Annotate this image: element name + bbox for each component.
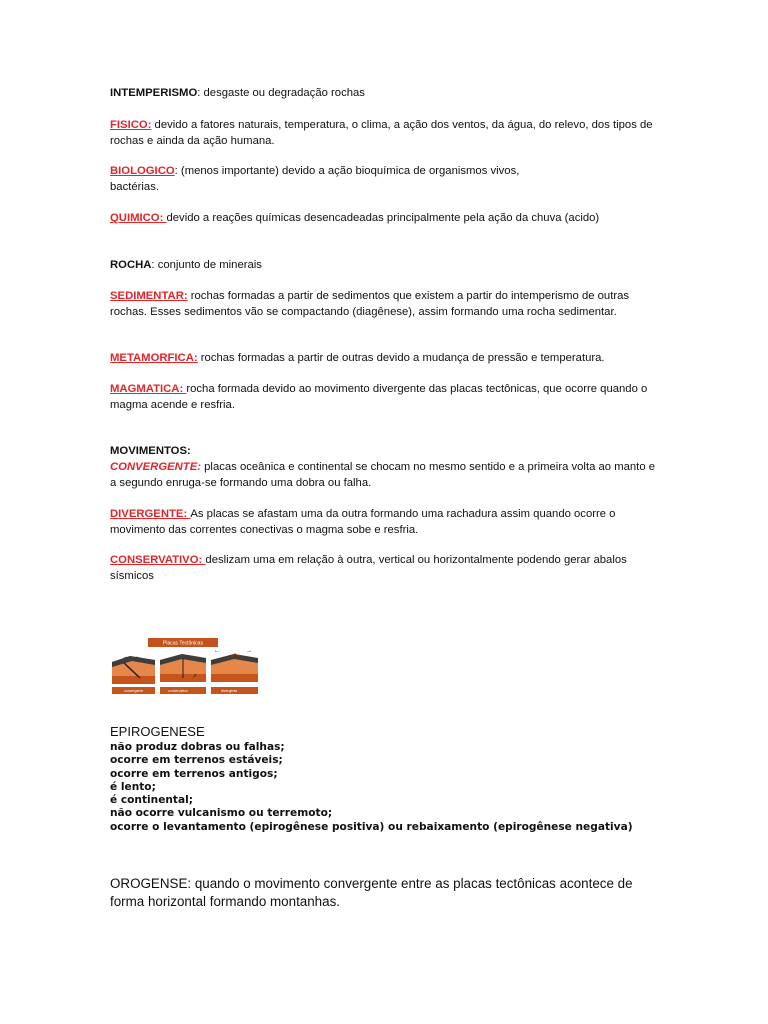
- divergente-text: As placas se afastam uma da outra formando uma rachadura assim quando ocorre o movimento das correntes conectivas o magma sobe e resfria.: [110, 508, 616, 536]
- metamorfica-text: rochas formadas a partir de outras devido a mudança de pressão e temperatura.: [197, 352, 605, 364]
- intemperismo-paragraph: [110, 86, 662, 102]
- fisico-term: FISICO:: [110, 119, 152, 131]
- metamorfica-paragraph: [110, 351, 662, 367]
- divergente-term: DIVERGENTE:: [110, 508, 191, 520]
- figure-title: Placas Tectônicas: [163, 640, 203, 647]
- orogense-term: OROGENSE:: [110, 876, 192, 891]
- arrow-diagonal-icon: ↗: [192, 674, 198, 680]
- metamorfica-term: METAMORFICA:: [110, 352, 198, 364]
- arrow-left-icon: ←: [135, 654, 141, 660]
- fisico-paragraph: [110, 118, 662, 149]
- rocha-paragraph: [110, 258, 662, 274]
- epirogenese-item: ocorre em terrenos antigos;: [110, 767, 278, 780]
- quimico-term: QUIMICO:: [110, 212, 167, 224]
- sedimentar-term: SEDIMENTAR:: [110, 290, 188, 302]
- magmatica-text: rocha formada devido ao movimento divergente das placas tectônicas, que ocorre quando o magma acende e resfria.: [110, 383, 648, 411]
- epirogenese-list: [110, 741, 670, 834]
- epirogenese-heading: EPIROGENESE: [110, 724, 205, 739]
- biologico-paragraph: [110, 164, 662, 195]
- sedimentar-paragraph: [110, 289, 662, 320]
- caption-conservativo: conservativo: [168, 689, 188, 693]
- quimico-paragraph: [110, 211, 662, 227]
- rocha-text: : conjunto de minerais: [151, 259, 262, 271]
- epirogenese-item: ocorre o levantamento (epirogênese positiva) ou rebaixamento (epirogênese negativa): [110, 820, 633, 833]
- conservativo-term: CONSERVATIVO:: [110, 554, 206, 566]
- epirogenese-item: é continental;: [110, 794, 194, 807]
- convergente-text: placas oceânica e continental se chocam no mesmo sentido e a primeira volta ao manto e a segundo enruga-se formando uma dobra ou falha.: [110, 461, 656, 489]
- convergente-paragraph: [110, 460, 662, 491]
- intemperismo-term: INTEMPERISMO: [110, 87, 198, 99]
- caption-divergente: divergente: [221, 689, 238, 693]
- quimico-text: devido a reações químicas desencadeadas principalmente pela ação da chuva (acido): [166, 212, 600, 224]
- epirogenese-item: é lento;: [110, 780, 156, 793]
- magmatica-paragraph: [110, 382, 662, 413]
- movimentos-heading: MOVIMENTOS:: [110, 445, 191, 457]
- rocha-term: ROCHA: [110, 259, 152, 271]
- biologico-text: : (menos importante) devido a ação bioquímica de organismos vivos,: [174, 165, 520, 177]
- divergent-block: [211, 648, 258, 694]
- fisico-text: devido a fatores naturais, temperatura, o clima, a ação dos ventos, da água, do relevo, dos tipos de rochas e ainda da ação humana.: [110, 119, 653, 147]
- convergent-block: [112, 654, 155, 694]
- conservativo-text: deslizam uma em relação à outra, vertical ou horizontalmente podendo gerar abalos sísmicos: [110, 554, 627, 582]
- epirogenese-item: não produz dobras ou falhas;: [110, 741, 285, 753]
- conservative-block: [160, 654, 206, 694]
- arrow-right-icon: →: [122, 654, 128, 660]
- orogense-paragraph: [110, 875, 670, 911]
- biologico-term: BIOLOGICO: [110, 165, 175, 177]
- orogense-text: quando o movimento convergente entre as placas tectônicas acontece de forma horizontal formando montanhas.: [110, 876, 633, 909]
- arrow-right-icon-2: →: [246, 648, 252, 654]
- biologico-text-line2: bactérias.: [110, 180, 159, 193]
- magmatica-term: MAGMATICA:: [110, 383, 187, 395]
- tectonic-plates-figure: [110, 638, 260, 698]
- intemperismo-text: : desgaste ou degradação rochas: [197, 87, 365, 99]
- epirogenese-item: não ocorre vulcanismo ou terremoto;: [110, 807, 333, 820]
- sedimentar-text: rochas formadas a partir de sedimentos que existem a partir do intemperismo de outras rochas. Esses sedimentos vão se compactando (diagênese), assim formando uma rocha sedimentar.: [110, 290, 630, 318]
- convergente-term: CONVERGENTE:: [110, 461, 202, 473]
- epirogenese-item: ocorre em terrenos estáveis;: [110, 754, 283, 767]
- arrow-left-icon-2: ←: [214, 648, 220, 654]
- caption-convergente: convergente: [124, 689, 144, 693]
- conservativo-paragraph: [110, 553, 662, 584]
- divergente-paragraph: [110, 507, 662, 538]
